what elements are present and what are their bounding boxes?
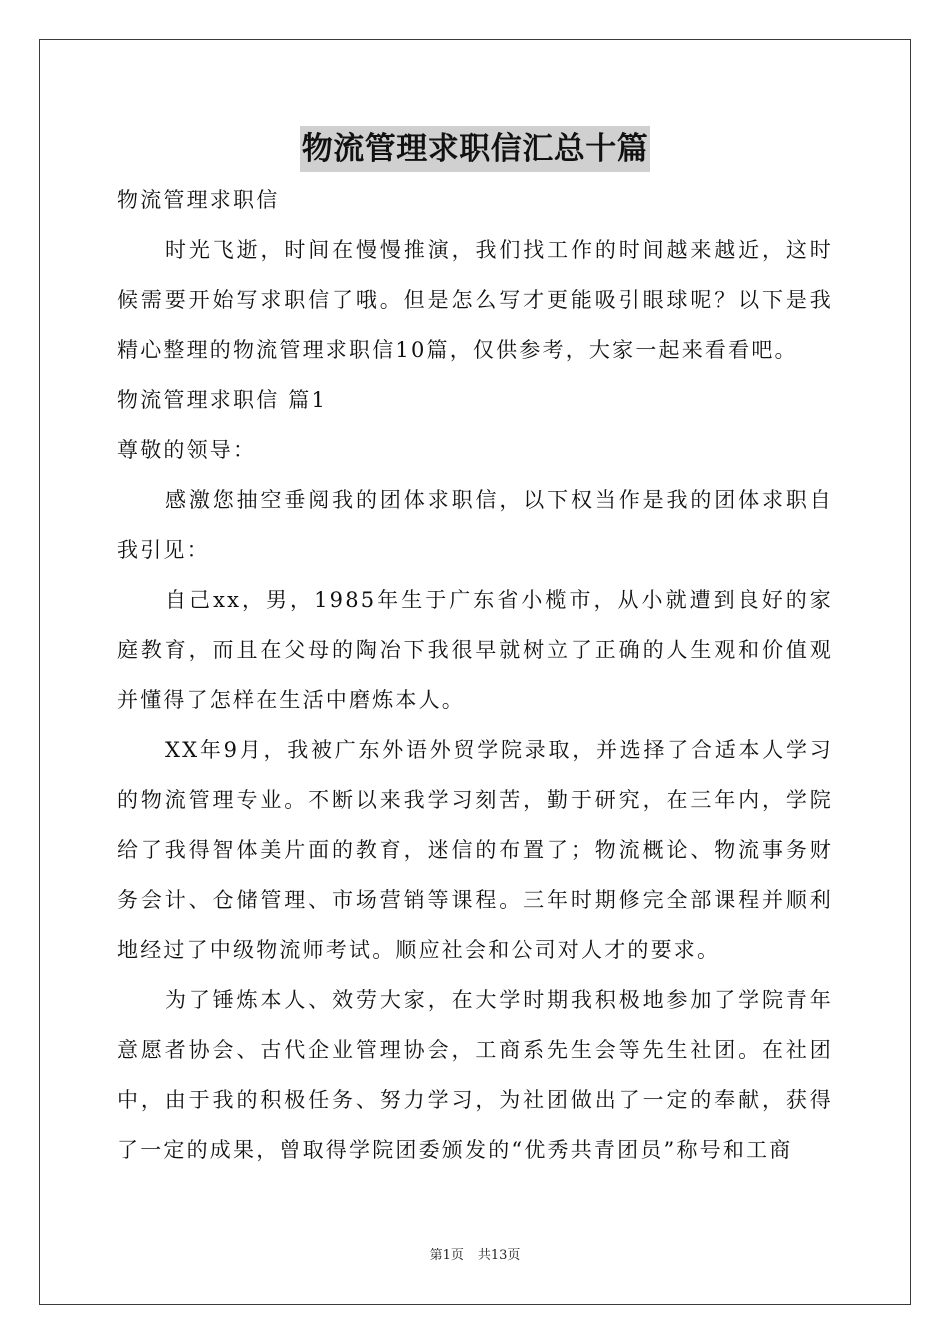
- salutation: 尊敬的领导：: [117, 438, 257, 462]
- paragraph: 物流管理求职信: [117, 188, 280, 212]
- page-footer: [0, 1246, 950, 1266]
- document-title: 物流管理求职信汇总十篇: [300, 126, 651, 172]
- paragraph: XX年9月，我被广东外语外贸学院录取，并选择了合适本人学习的物流管理专业。不断以来我学习刻苦，勤于研究，在三年内，学院给了我得智体美片面的教育，迷信的布置了；物流概论、物流事务财务会计、仓储管理、市场营销等课程。三年时期修完全部课程并顺利地经过了中级物流师考试。顺应社会和公司对人才的要求。: [117, 738, 833, 962]
- paragraph: 自己xx，男，1985年生于广东省小榄市，从小就遭到良好的家庭教育，而且在父母的陶冶下我很早就树立了正确的人生观和价值观并懂得了怎样在生活中磨炼本人。: [117, 588, 833, 712]
- title-container: [0, 126, 950, 172]
- paragraph: 时光飞逝，时间在慢慢推演，我们找工作的时间越来越近，这时候需要开始写求职信了哦。但是怎么写才更能吸引眼球呢？以下是我精心整理的物流管理求职信10篇，仅供参考，大家一起来看看吧。: [117, 238, 833, 362]
- paragraph: 为了锤炼本人、效劳大家，在大学时期我积极地参加了学院青年意愿者协会、古代企业管理协会，工商系先生会等先生社团。在社团中，由于我的积极任务、努力学习，为社团做出了一定的奉献，获得了一定的成果，曾取得学院团委颁发的“优秀共青团员”称号和工商: [117, 988, 833, 1162]
- document-body: [117, 175, 833, 1175]
- page-number: 第1页: [429, 1248, 464, 1263]
- section-heading: 物流管理求职信 篇1: [117, 388, 328, 412]
- page-total: 共13页: [477, 1248, 521, 1263]
- paragraph: 感激您抽空垂阅我的团体求职信，以下权当作是我的团体求职自我引见：: [117, 488, 833, 562]
